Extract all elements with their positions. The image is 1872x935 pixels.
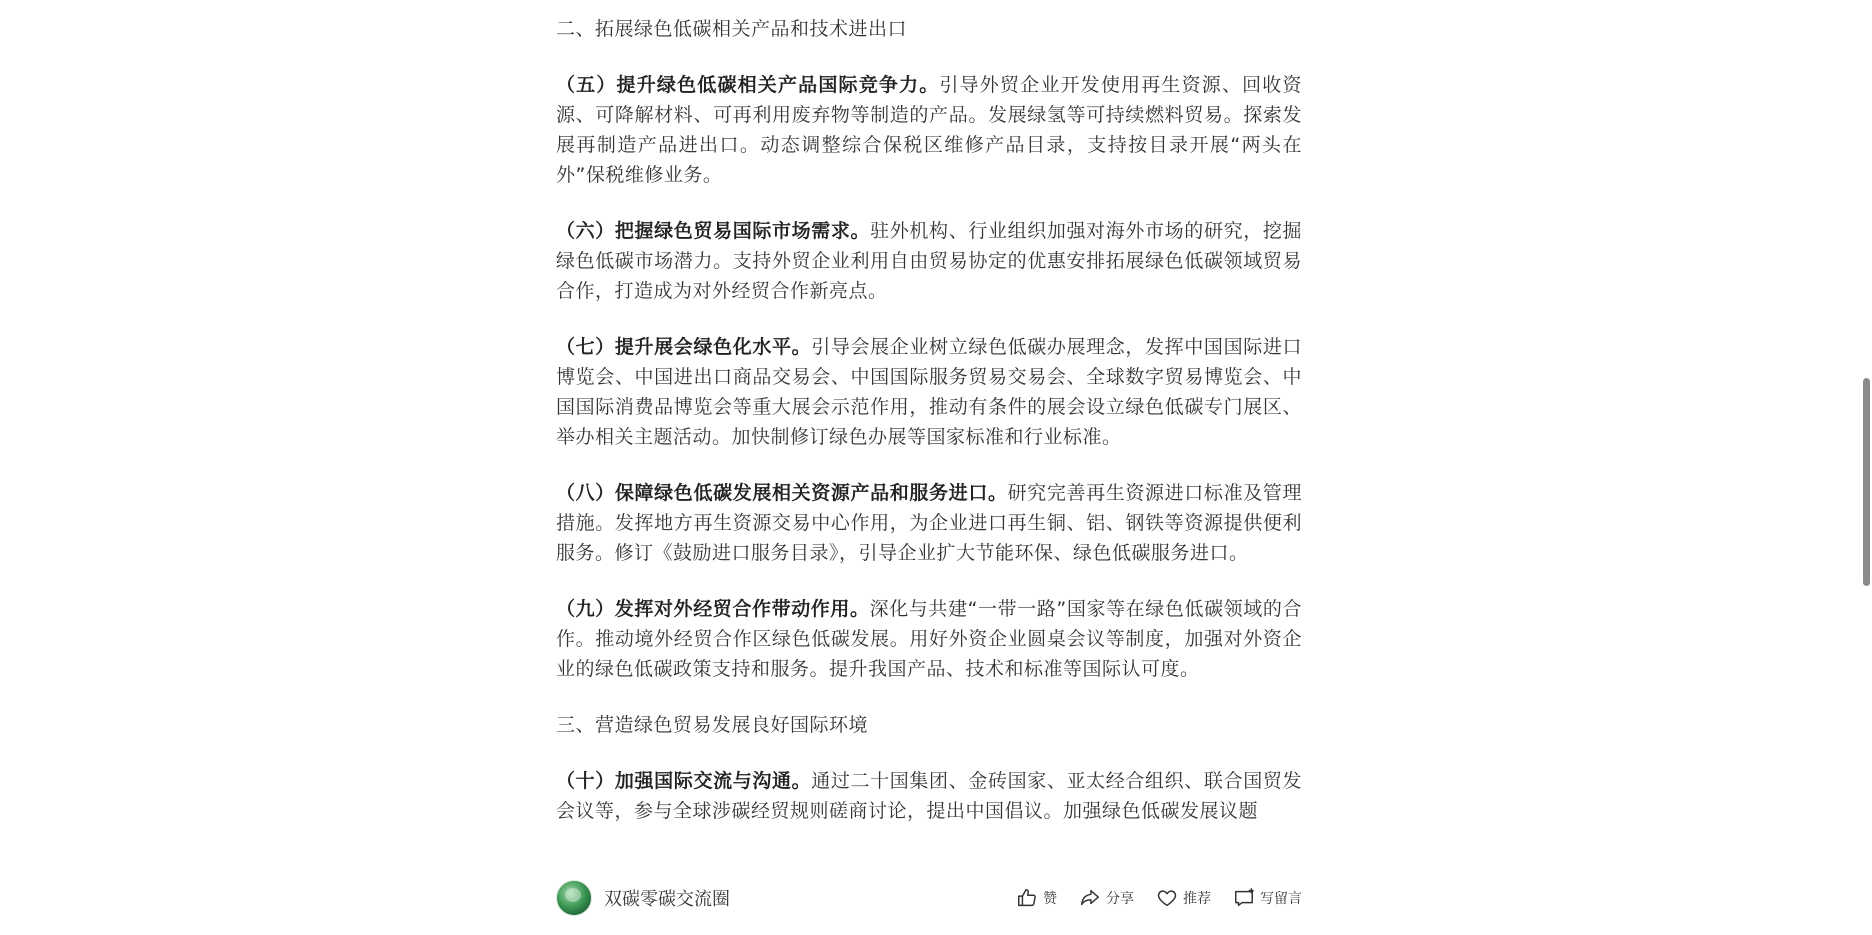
paragraph-lead: （十）加强国际交流与沟通。 (556, 770, 812, 792)
comment-bubble-icon (1233, 887, 1255, 909)
heart-icon (1156, 887, 1178, 909)
paragraph-9 (556, 594, 1302, 684)
bottom-bar-inner (556, 878, 1302, 918)
paragraph-body: 深化与共建“一带一路”国家等在绿色低碳领域的合作。推动境外经贸合作区绿色低碳发展。用好外资企业圆桌会议等制度，加强对外资企业的绿色低碳政策支持和服务。提升我国产品、技术和标准等国际认可度。 (556, 598, 1302, 680)
comment-button[interactable] (1233, 887, 1302, 909)
share-button[interactable] (1079, 887, 1134, 909)
paragraph-lead: （八）保障绿色低碳发展相关资源产品和服务进口。 (556, 482, 1008, 504)
article-body (556, 14, 1302, 852)
thumbs-up-icon (1016, 887, 1038, 909)
section-heading-3: 三、营造绿色贸易发展良好国际环境 (556, 714, 869, 736)
vertical-scrollbar[interactable] (1860, 0, 1872, 935)
paragraph-lead: （九）发挥对外经贸合作带动作用。 (556, 598, 870, 620)
paragraph-5 (556, 70, 1302, 190)
comment-label: 写留言 (1260, 891, 1302, 907)
author-info[interactable] (556, 880, 730, 916)
author-name[interactable]: 双碳零碳交流圈 (604, 889, 730, 910)
paragraph-8 (556, 478, 1302, 568)
like-label: 赞 (1043, 891, 1057, 907)
recommend-label: 推荐 (1183, 891, 1211, 907)
section-heading-2: 二、拓展绿色低碳相关产品和技术进出口 (556, 18, 908, 40)
action-buttons (1016, 887, 1302, 909)
earth-logo-icon[interactable] (556, 880, 592, 916)
share-arrow-icon (1079, 887, 1101, 909)
paragraph-body: 通过二十国集团、金砖国家、亚太经合组织、联合国贸发会议等，参与全球涉碳经贸规则磋商讨论，提出中国倡议。加强绿色低碳发展议题 (556, 770, 1302, 822)
paragraph-lead: （七）提升展会绿色化水平。 (556, 336, 812, 358)
paragraph-10 (556, 766, 1302, 826)
paragraph-body: 研究完善再生资源进口标准及管理措施。发挥地方再生资源交易中心作用，为企业进口再生铜、铝、钢铁等资源提供便利服务。修订《鼓励进口服务目录》，引导企业扩大节能环保、绿色低碳服务进口。 (556, 482, 1302, 564)
paragraph-lead: （五）提升绿色低碳相关产品国际竞争力。 (556, 74, 940, 96)
scrollbar-thumb[interactable] (1863, 378, 1870, 586)
recommend-button[interactable] (1156, 887, 1211, 909)
like-button[interactable] (1016, 887, 1057, 909)
paragraph-body: 引导会展企业树立绿色低碳办展理念，发挥中国国际进口博览会、中国进出口商品交易会、中国国际服务贸易交易会、全球数字贸易博览会、中国国际消费品博览会等重大展会示范作用，推动有条件的展会设立绿色低碳专门展区、举办相关主题活动。加快制修订绿色办展等国家标准和行业标准。 (556, 336, 1302, 448)
paragraph-6 (556, 216, 1302, 306)
paragraph-7 (556, 332, 1302, 452)
paragraph-body: 驻外机构、行业组织加强对海外市场的研究，挖掘绿色低碳市场潜力。支持外贸企业利用自由贸易协定的优惠安排拓展绿色低碳领域贸易合作，打造成为对外经贸合作新亮点。 (556, 220, 1302, 302)
paragraph-lead: （六）把握绿色贸易国际市场需求。 (556, 220, 871, 242)
share-label: 分享 (1106, 891, 1134, 907)
bottom-action-bar (0, 870, 1872, 935)
paragraph-body: 引导外贸企业开发使用再生资源、回收资源、可降解材料、可再利用废弃物等制造的产品。发展绿氢等可持续燃料贸易。探索发展再制造产品进出口。动态调整综合保税区维修产品目录，支持按目录开展“两头在外”保税维修业务。 (556, 74, 1302, 186)
